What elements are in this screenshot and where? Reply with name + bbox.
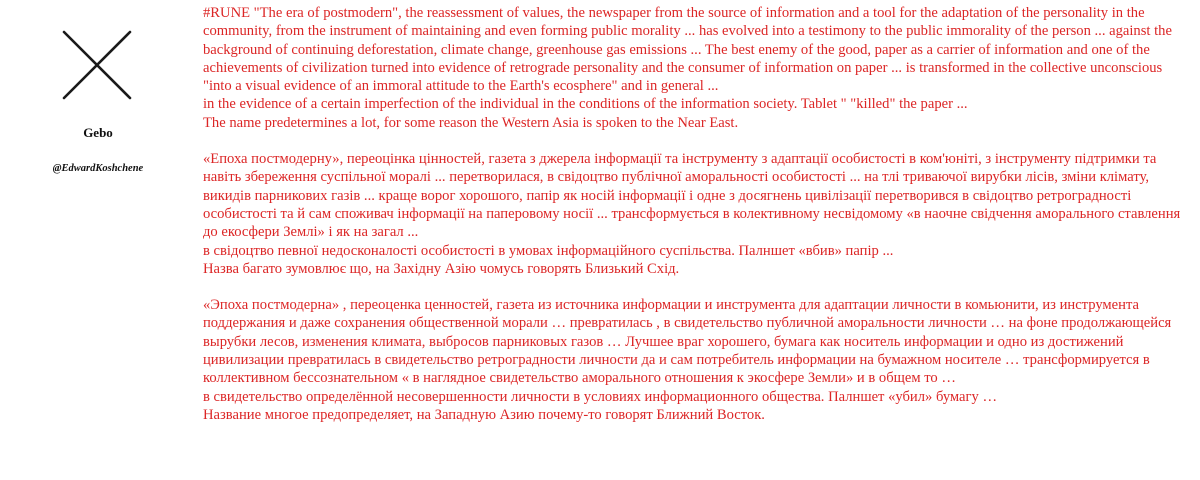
rune-name: Gebo	[83, 125, 113, 140]
russian-tablet-line: в свидетельство определённой несовершенности личности в условиях информационного общества. Палншет «убил» бумагу …	[203, 388, 998, 405]
author-handle: @EdwardKoshchene	[52, 163, 144, 174]
english-tablet-line: in the evidence of a certain imperfection of the individual in the conditions of the information society. Tablet " "killed" the paper ...	[203, 96, 968, 113]
sidebar	[0, 0, 196, 480]
russian-paragraph: «Эпоха постмодерна» , переоценка ценностей, газета из источника информации и инструмента для адаптации личности в комьюнити, из инструмента поддержания и даже сохранения общественной морали … превратилась , в свидетельство публичной аморальности личности … на фоне продолжающейся вырубки лесов, изменения климата, выбросов парниковых газов … Лучшее враг хорошего, бумага как носитель информации и одно из достижений цивилизации превратилась в свидетельство ретроградности личности да и сам потребитель информации на бумажном носителе … трансформируется в коллективном бессознательном « в наглядное свидетельство аморального отношения к экосфере Земли» и в общем то …	[203, 297, 1172, 387]
ukrainian-paragraph: «Епоха постмодерну», переоцінка цінностей, газета з джерела інформації та інструменту з адаптації особистості в ком'юніті, з інструменту підтримки та навіть збереження суспільної моралі ... перетворилася, в свідоцтво публічної аморальності особистості ... на тлі триваючої вирубки лісів, зміни клімату, викидів парникових газів ... краще ворог хорошого, папір як носій інформації і одне з досягнень цивілізації перетворився в свідоцтво ретроградності особистості та й сам споживач інформації на паперовому носії ... трансформується в колективному несвідомому «в наочне свідчення аморального ставлення до екосфери Землі» і як на загал ...	[203, 151, 1181, 241]
russian-section	[203, 296, 1193, 424]
ukrainian-tablet-line: в свідоцтво певної недосконалості особистості в умовах інформаційного суспільства. Палншет «вбив» папір ...	[203, 242, 894, 259]
post-text	[203, 4, 1193, 424]
russian-name-line: Название многое предопределяет, на Западную Азию почему-то говорят Ближний Восток.	[203, 406, 765, 423]
english-name-line: The name predetermines a lot, for some reason the Western Asia is spoken to the Near East.	[203, 114, 739, 131]
section-gap	[203, 132, 1193, 150]
ukrainian-section	[203, 150, 1193, 278]
gebo-rune-icon	[62, 30, 132, 100]
english-section	[203, 4, 1193, 132]
english-paragraph: #RUNE "The era of postmodern", the reassessment of values, the newspaper from the source of information and a tool for the adaptation of the personality in the community, from the instrument of maintaining and even forming public morality ... has evolved into a testimony to the public immorality of the person ... against the background of continuing deforestation, climate change, greenhouse gas emissions ... The best enemy of the good, paper as a carrier of information and one of the achievements of civilization turned into evidence of retrograde personality and the consumer of information on paper ... is transformed in the collective unconscious "into a visual evidence of an immoral attitude to the Earth's ecosphere" and in general ...	[203, 5, 1172, 95]
section-gap	[203, 278, 1193, 296]
ukrainian-name-line: Назва багато зумовлює що, на Західну Азію чомусь говорять Близький Схід.	[203, 260, 680, 277]
